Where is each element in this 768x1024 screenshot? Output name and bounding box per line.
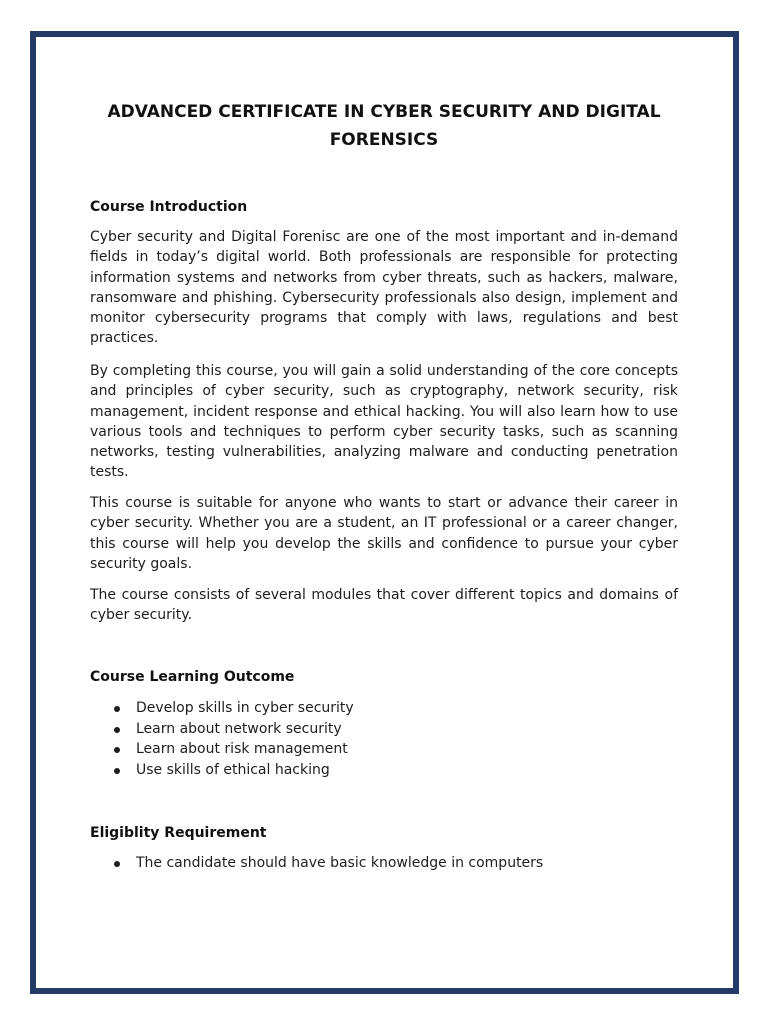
bullet-icon [114, 706, 120, 712]
list-item-text: Learn about risk management [136, 741, 348, 758]
intro-paragraph-1: Cyber security and Digital Forenisc are one of the most important and in-demand fields in today’s digital world. Both professionals are responsible for protecting information systems and networks from cyber threats, such as hackers, malware, ransomware and phishing. Cybersecurity professionals also design, implement and monitor cybersecurity programs that comply with laws, regulations and best practices. [90, 229, 678, 347]
learning-outcome-list [90, 698, 354, 780]
bullet-icon [114, 861, 120, 867]
list-item-text: Learn about network security [136, 720, 342, 737]
bullet-icon [114, 747, 120, 753]
intro-paragraph-2: By completing this course, you will gain a solid understanding of the core concepts and principles of cyber security, such as cryptography, network security, risk management, incident response and ethical hacking. You will also learn how to use various tools and techniques to perform cyber security tasks, such as scanning networks, testing vulnerabilities, analyzing malware and conducting penetration tests. [90, 363, 678, 481]
list-item [90, 739, 354, 760]
intro-paragraph-4: The course consists of several modules that cover different topics and domains of cyber security. [90, 587, 678, 624]
course-introduction-heading: Course Introduction [90, 199, 248, 215]
eligibility-heading: Eligiblity Requirement [90, 825, 267, 841]
document-title: ADVANCED CERTIFICATE IN CYBER SECURITY AND DIGITAL FORENSICS [107, 102, 661, 150]
list-item [90, 853, 543, 874]
list-item-text: Develop skills in cyber security [136, 700, 354, 716]
list-item [90, 760, 354, 781]
learning-outcome-heading: Course Learning Outcome [90, 669, 295, 685]
bullet-icon [114, 727, 120, 733]
list-item-text: Use skills of ethical hacking [136, 761, 330, 778]
list-item-text: The candidate should have basic knowledge in computers [136, 855, 544, 871]
list-item [90, 719, 354, 740]
eligibility-list [90, 853, 543, 874]
document-page [30, 31, 739, 994]
list-item [90, 698, 354, 719]
intro-paragraph-3: This course is suitable for anyone who wants to start or advance their career in cyber security. Whether you are a student, an IT professional or a career changer, this course will help you develop the skills and confidence to pursue your cyber security goals. [90, 495, 678, 572]
bullet-icon [114, 768, 120, 774]
